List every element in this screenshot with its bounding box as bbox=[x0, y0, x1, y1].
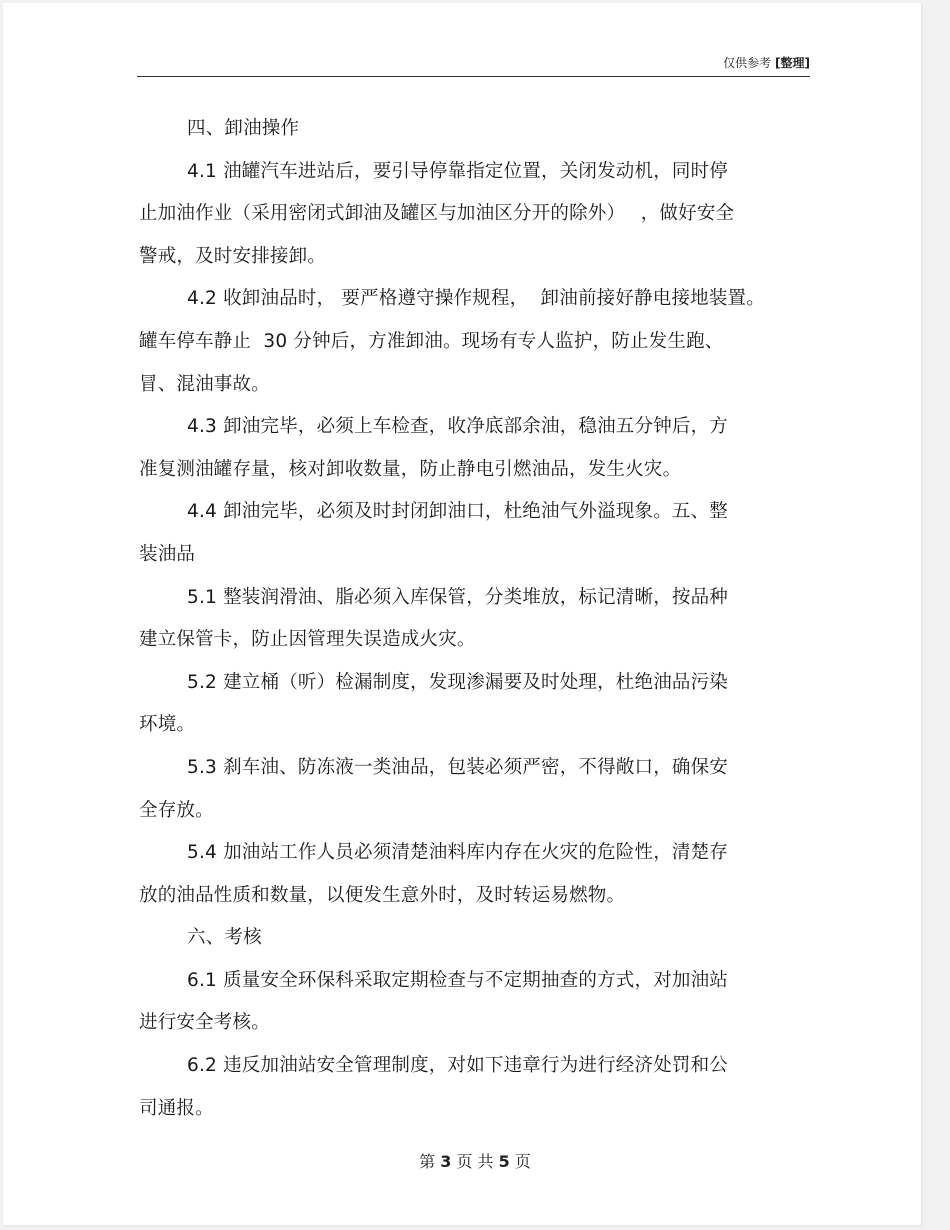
text-line: 6.1 质量安全环保科采取定期检查与不定期抽查的方式，对加油站 bbox=[187, 969, 729, 991]
section-heading-4: 四、卸油操作 bbox=[187, 118, 300, 139]
text-line: 5.1 整装润滑油、脂必须入库保管，分类堆放，标记清晰，按品种 bbox=[187, 586, 729, 608]
page-header bbox=[137, 56, 810, 76]
text-line: 建立保管卡，防止因管理失误造成火灾。 bbox=[139, 629, 476, 651]
text-line: 冒、混油事故。 bbox=[139, 373, 270, 395]
text-line: 5.3 刹车油、防冻液一类油品，包装必须严密，不得敞口，确保安 bbox=[187, 756, 729, 778]
page-footer bbox=[0, 1152, 950, 1172]
text-line: 4.1 油罐汽车进站后，要引导停靠指定位置，关闭发动机，同时停 bbox=[187, 160, 729, 182]
text-line: 罐车停车静止 30 分钟后，方准卸油。现场有专人监护，防止发生跑、 bbox=[139, 330, 724, 352]
header-text: 仅供参考 bbox=[723, 56, 772, 70]
text-line: 4.4 卸油完毕，必须及时封闭卸油口，杜绝油气外溢现象。五、整 bbox=[187, 501, 729, 523]
text-line: 止加油作业（采用密闭式卸油及罐区与加油区分开的除外） ，做好安全 bbox=[139, 203, 735, 225]
text-line: 环境。 bbox=[139, 714, 196, 736]
text-line: 警戒，及时安排接卸。 bbox=[139, 245, 327, 267]
text-line: 准复测油罐存量，核对卸收数量，防止静电引燃油品，发生火灾。 bbox=[139, 458, 682, 480]
text-line: 4.2 收卸油品时， 要严格遵守操作规程， 卸油前接好静电接地装置。 bbox=[187, 288, 765, 310]
footer-prefix: 第 bbox=[419, 1152, 436, 1171]
document-body bbox=[139, 108, 807, 1130]
section-heading-6: 六、考核 bbox=[187, 927, 262, 949]
text-line: 5.4 加油站工作人员必须清楚油料库内存在火灾的危险性，清楚存 bbox=[187, 842, 729, 864]
footer-current-page: 3 bbox=[440, 1152, 452, 1171]
footer-suffix: 页 bbox=[514, 1152, 531, 1171]
header-tag: [整理] bbox=[775, 56, 810, 70]
text-line: 进行安全考核。 bbox=[139, 1012, 270, 1034]
header-divider bbox=[137, 76, 810, 77]
footer-mid: 页 共 bbox=[456, 1152, 494, 1171]
footer-total-pages: 5 bbox=[498, 1152, 510, 1171]
text-line: 6.2 违反加油站安全管理制度，对如下违章行为进行经济处罚和公 bbox=[187, 1055, 729, 1077]
text-line: 放的油品性质和数量，以便发生意外时，及时转运易燃物。 bbox=[139, 884, 626, 906]
text-line: 4.3 卸油完毕，必须上车检查，收净底部余油，稳油五分钟后，方 bbox=[187, 416, 729, 438]
text-line: 全存放。 bbox=[139, 799, 214, 821]
text-line: 司通报。 bbox=[139, 1097, 214, 1119]
text-line: 5.2 建立桶（听）检漏制度，发现渗漏要及时处理，杜绝油品污染 bbox=[187, 671, 729, 693]
text-line: 装油品 bbox=[139, 543, 196, 565]
